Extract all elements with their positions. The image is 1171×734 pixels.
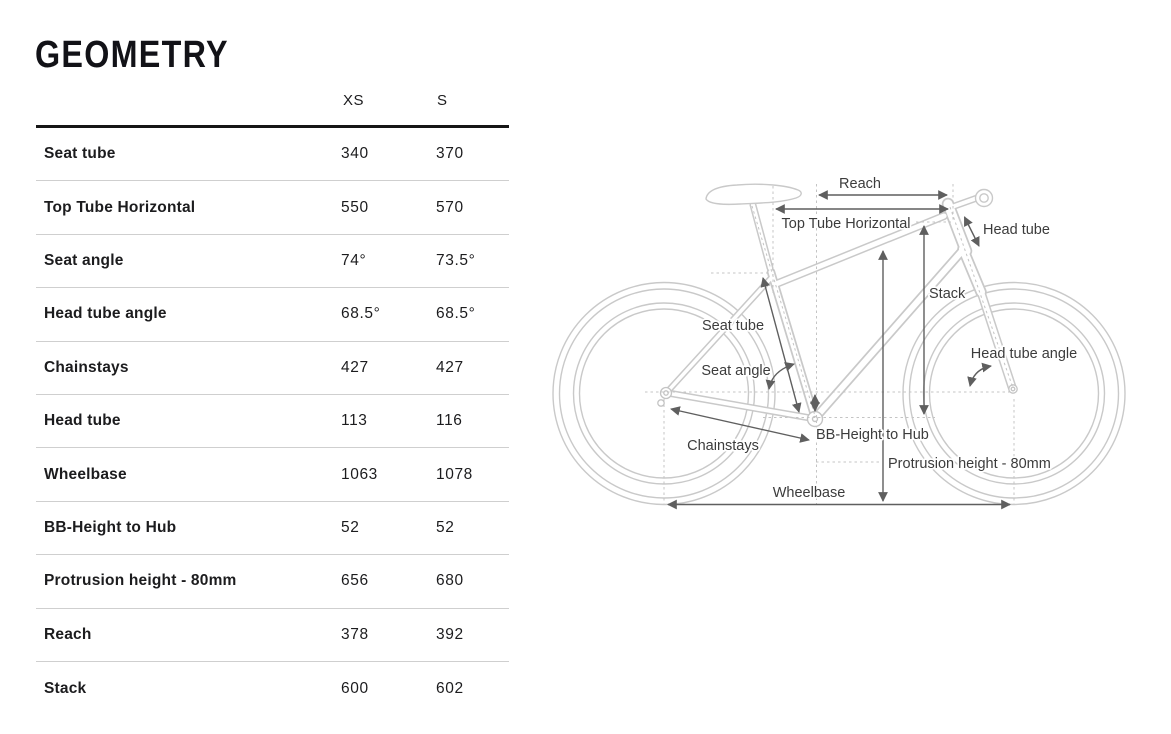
table-header-row [36,84,509,128]
diagram-label-stack: Stack [929,286,966,302]
table-row [36,288,509,341]
row-label: Seat tube [44,145,116,163]
table-row [36,395,509,448]
geometry-table [36,84,509,715]
diagram-label-reach: Reach [839,176,881,192]
value-xs: 113 [341,412,368,430]
value-xs: 550 [341,198,369,216]
value-s: 602 [436,679,464,697]
table-row [36,235,509,288]
diagram-label-chainstays: Chainstays [687,438,759,454]
value-s: 392 [436,625,464,643]
value-s: 73.5° [436,251,476,269]
value-s: 116 [436,412,463,430]
table-row [36,502,509,555]
bottom-bracket [808,412,823,427]
table-row [36,448,509,501]
value-xs: 1063 [341,465,378,483]
table-row [36,555,509,608]
seat-angle-arc [769,364,794,389]
diagram-label-top-tube: Top Tube Horizontal [781,216,911,232]
row-label: Head tube [44,412,121,430]
diagram-label-seat-angle: Seat angle [701,363,771,379]
bike-geometry-diagram [545,80,1171,525]
saddle [706,184,801,204]
value-xs: 74° [341,251,367,269]
rear-hub [658,388,672,407]
value-xs: 340 [341,145,369,163]
head-tube-angle-arc [970,366,991,386]
value-s: 1078 [436,465,473,483]
diagram-label-wheelbase: Wheelbase [772,485,846,501]
table-row [36,609,509,662]
table-row [36,128,509,181]
value-xs: 656 [341,572,369,590]
diagram-label-bb-height: BB-Height to Hub [816,427,929,443]
handlebar-grip [976,190,993,207]
row-label: BB-Height to Hub [44,518,177,536]
row-label: Chainstays [44,358,129,376]
diagram-label-protrusion: Protrusion height - 80mm [888,456,1051,472]
diagram-label-head-tube-angle: Head tube angle [970,346,1078,362]
value-xs: 52 [341,518,360,536]
table-row [36,342,509,395]
value-s: 570 [436,198,464,216]
row-label: Head tube angle [44,305,167,323]
row-label: Top Tube Horizontal [44,198,196,216]
row-label: Seat angle [44,251,124,269]
table-row [36,181,509,234]
row-label: Wheelbase [44,465,127,483]
value-s: 52 [436,518,455,536]
row-label: Protrusion height - 80mm [44,572,237,590]
value-s: 370 [436,145,464,163]
value-xs: 427 [341,358,369,376]
row-label: Stack [44,679,87,697]
page-title: GEOMETRY [35,34,229,76]
table-row [36,662,509,715]
diagram-label-seat-tube: Seat tube [701,318,765,334]
value-xs: 600 [341,679,369,697]
column-header-s: S [437,92,448,109]
row-label: Reach [44,625,92,643]
value-s: 68.5° [436,305,476,323]
value-s: 427 [436,358,464,376]
column-header-xs: XS [343,92,365,109]
value-s: 680 [436,572,464,590]
diagram-label-head-tube: Head tube [983,222,1050,238]
value-xs: 68.5° [341,305,381,323]
value-xs: 378 [341,625,369,643]
